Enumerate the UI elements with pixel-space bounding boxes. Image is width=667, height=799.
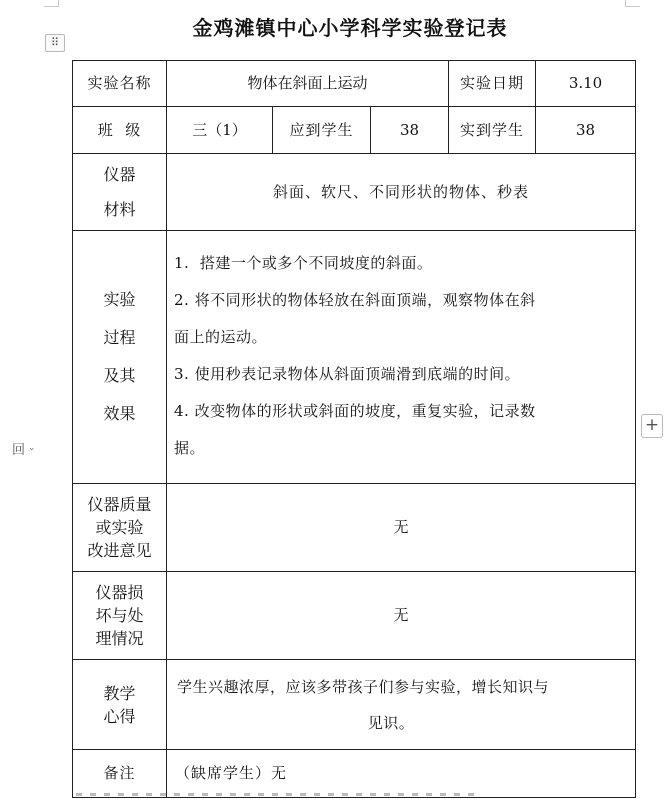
expected-students-value[interactable]: 38 [371,107,449,154]
quality-value[interactable]: 无 [167,484,636,572]
row-class [73,107,636,154]
experiment-register-table [72,60,636,798]
chevron-down-icon: ⌄ [28,443,36,453]
process-label-line: 实验 [103,290,136,309]
quality-label-line: 仪器质量 [87,495,152,514]
process-step-line: 1. 搭建一个或多个不同坡度的斜面。 [174,254,433,272]
remarks-label: 备注 [73,750,167,798]
expected-students-label: 应到学生 [273,107,371,154]
table-move-handle-icon[interactable]: ⠿ [45,34,65,52]
teaching-notes-content[interactable] [167,660,636,750]
experiment-name-label: 实验名称 [73,61,167,107]
process-label-line: 及其 [103,366,136,385]
process-step-line: 据。 [174,439,206,457]
row-quality [73,484,636,572]
page-title: 金鸡滩镇中心小学科学实验登记表 [192,16,508,40]
process-label-line: 效果 [103,404,136,423]
row-handle[interactable] [12,438,36,458]
quality-label-line: 改进意见 [87,541,152,560]
materials-label-line: 材料 [103,199,136,219]
process-label [73,231,167,484]
damage-label-line: 理情况 [95,629,144,648]
process-step-line: 4. 改变物体的形状或斜面的坡度，重复实验，记录数 [174,402,536,420]
teaching-notes-line: 见识。 [367,713,415,732]
row-experiment-name [73,61,636,107]
teaching-notes-label-line: 教学 [103,683,136,703]
page-corner-mark-right [625,0,640,7]
process-label-line: 过程 [103,328,136,347]
quality-label [73,484,167,572]
row-remarks [73,750,636,798]
materials-value[interactable]: 斜面、软尺、不同形状的物体、秒表 [167,154,636,231]
row-materials [73,154,636,231]
remarks-value[interactable]: （缺席学生）无 [167,750,636,798]
process-step-line: 面上的运动。 [174,328,268,346]
cropped-text-fragment [76,793,476,796]
class-label: 班 级 [73,107,167,154]
actual-students-value[interactable]: 38 [536,107,636,154]
damage-label-line: 仪器损 [95,583,144,602]
materials-label [73,154,167,231]
experiment-date-value[interactable]: 3.10 [536,61,636,107]
actual-students-label: 实到学生 [449,107,536,154]
process-content[interactable] [167,231,636,484]
teaching-notes-label-line: 心得 [103,706,136,726]
quality-label-line: 或实验 [95,518,144,537]
row-damage [73,572,636,660]
experiment-date-label: 实验日期 [449,61,536,107]
row-handle-icon: 回 [12,442,26,458]
class-value[interactable]: 三（1） [167,107,273,154]
damage-value[interactable]: 无 [167,572,636,660]
page-corner-mark-left [44,0,59,7]
damage-label-line: 坏与处 [95,606,144,625]
add-column-button[interactable]: + [641,414,663,438]
experiment-name-value[interactable]: 物体在斜面上运动 [167,61,449,107]
damage-label [73,572,167,660]
row-teaching-notes [73,660,636,750]
teaching-notes-line: 学生兴趣浓厚，应该多带孩子们参与实验，增长知识与 [177,677,550,696]
teaching-notes-label [73,660,167,750]
row-process [73,231,636,484]
process-step-line: 3. 使用秒表记录物体从斜面顶端滑到底端的时间。 [174,365,521,383]
materials-label-line: 仪器 [103,164,136,184]
process-step-line: 2. 将不同形状的物体轻放在斜面顶端，观察物体在斜 [174,291,536,309]
